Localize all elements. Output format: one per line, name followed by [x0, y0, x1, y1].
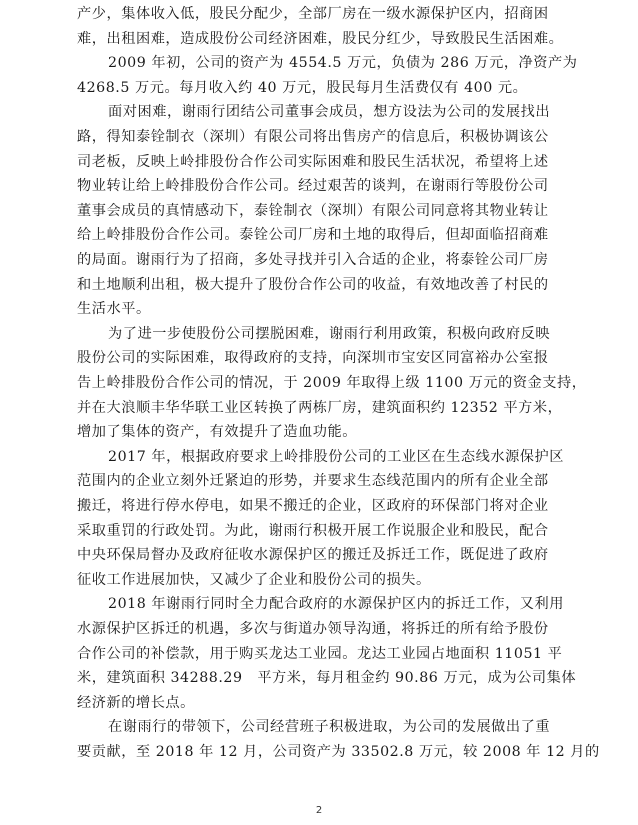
text-line: 合作公司的补偿款，用于购买龙达工业园。龙达工业园占地面积 11051 平	[77, 645, 563, 662]
text-line: 的局面。谢雨行为了招商，多处寻找并引入合适的企业，将泰铨公司厂房	[77, 252, 549, 268]
text-line: 采取重罚的行政处罚。为此，谢雨行积极开展工作说服企业和股民，配合	[77, 522, 549, 539]
text-line: 4268.5 万元。每月收入约 40 万元，股民每月生活费仅有 400 元。	[77, 79, 528, 96]
text-line: 产少，集体收入低，股民分配少，全部厂房在一级水源保护区内，招商困	[77, 6, 549, 22]
text-line: 2017 年，根据政府要求上岭排股份公司的工业区在生态线水源保护区	[108, 448, 565, 465]
text-line: 告上岭排股份合作公司的情况，于 2009 年取得上级 1100 万元的资金支持，	[77, 375, 587, 391]
text-line: 增加了集体的资产，有效提升了造血功能。	[77, 424, 358, 441]
text-line: 2018 年谢雨行同时全力配合政府的水源保护区内的拆迁工作，又利用	[108, 596, 565, 613]
text-line: 在谢雨行的带领下，公司经营班子积极进取，为公司的发展做出了重	[108, 719, 551, 736]
text-line: 征收工作进展加快，又减少了企业和股份公司的损失。	[77, 571, 431, 588]
text-line: 搬迁，将进行停水停电，如果不搬迁的企业，区政府的环保部门将对企业	[77, 498, 549, 514]
text-line: 2009 年初，公司的资产为 4554.5 万元，负债为 286 万元，净资产为	[108, 55, 578, 72]
text-line: 难，出租困难，造成股份公司经济困难，股民分红少，导致股民生活困难。	[77, 30, 564, 47]
text-line: 路，得知泰铨制衣（深圳）有限公司将出售房产的信息后，积极协调该公	[77, 129, 549, 145]
text-line: 水源保护区拆迁的机遇，多次与街道办领导沟通，将拆迁的所有给予股份	[77, 621, 549, 637]
text-line: 为了进一步使股份公司摆脱困难，谢雨行利用政策，积极向政府反映	[108, 325, 551, 342]
text-line: 中央环保局督办及政府征收水源保护区的搬迁及拆迁工作，既促进了政府	[77, 547, 549, 564]
text-line: 给上岭排股份合作公司。泰铨公司厂房和土地的取得后，但却面临招商难	[77, 227, 549, 244]
text-line: 司老板，反映上岭排股份合作公司实际困难和股民生活状况，希望将上述	[77, 153, 549, 170]
text-line: 面对困难，谢雨行团结公司董事会成员，想方设法为公司的发展找出	[108, 104, 551, 121]
text-line: 物业转让给上岭排股份合作公司。经过艰苦的谈判，在谢雨行等股份公司	[77, 178, 549, 195]
page-number: 2	[315, 805, 323, 816]
text-line: 股份公司的实际困难，取得政府的支持，向深圳市宝安区同富裕办公室报	[77, 350, 549, 367]
text-line: 并在大浪顺丰华华联工业区转换了两栋厂房，建筑面积约 12352 平方米，	[77, 399, 563, 416]
text-line: 董事会成员的真情感动下，泰铨制衣（深圳）有限公司同意将其物业转让	[77, 202, 549, 219]
text-line: 经济新的增长点。	[77, 694, 195, 711]
text-line: 要贡献，至 2018 年 12 月，公司资产为 33502.8 万元，较 2008 年 12 月的	[77, 744, 600, 760]
text-line: 和土地顺利出租，极大提升了股份合作公司的收益，有效地改善了村民的	[77, 276, 549, 293]
text-line: 范围内的企业立刻外迁紧迫的形势，并要求生态线范围内的所有企业全部	[77, 473, 549, 490]
text-line: 生活水平。	[77, 301, 151, 318]
text-line: 米，建筑面积 34288.29 平方米，每月租金约 90.86 万元，成为公司集体	[77, 670, 577, 687]
